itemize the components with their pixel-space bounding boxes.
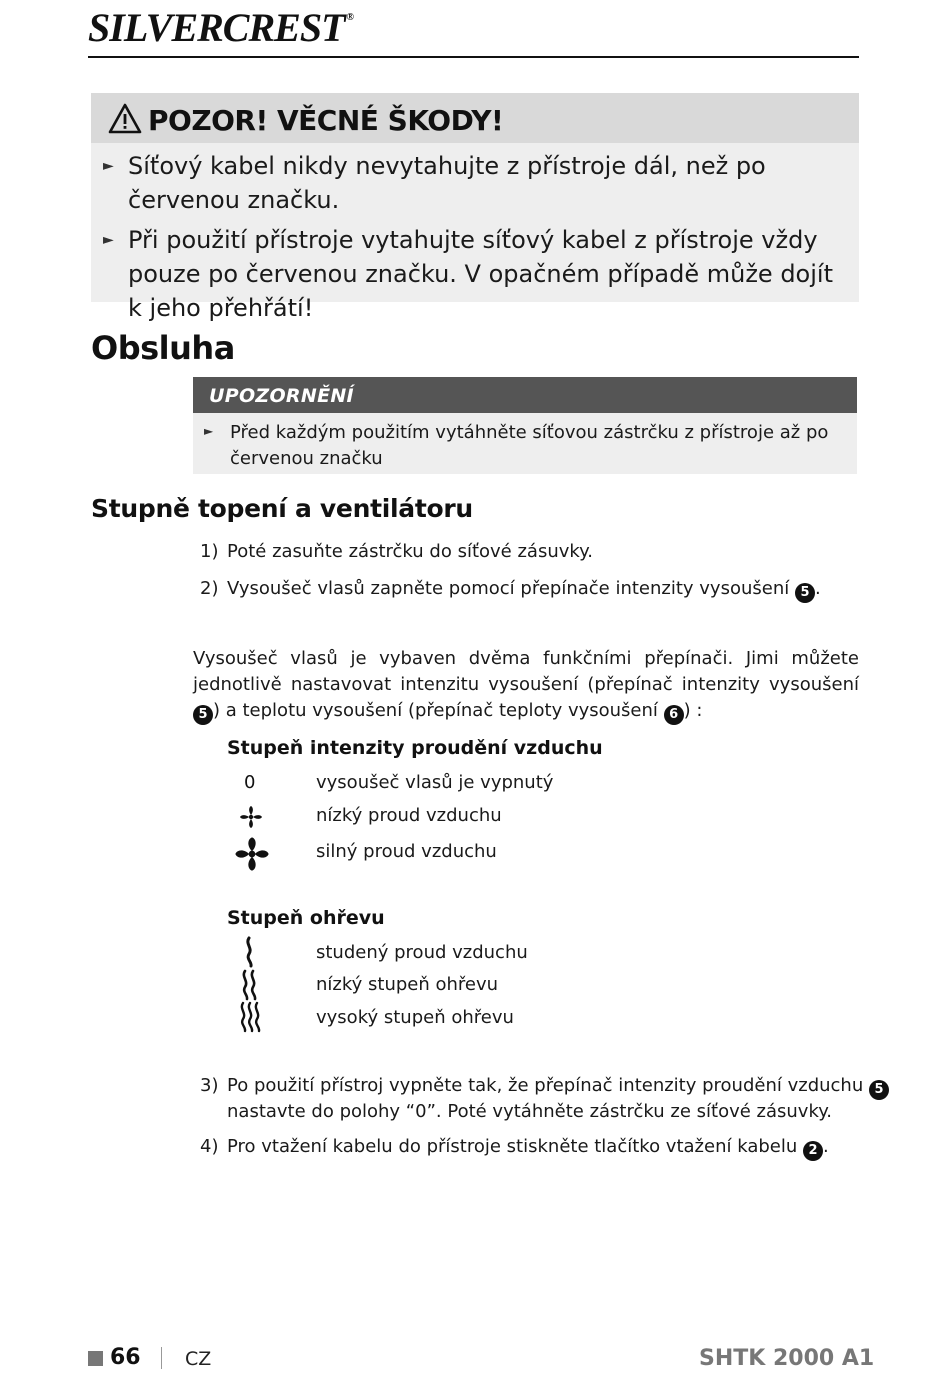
bullet-arrow-icon: ► <box>103 158 114 174</box>
warning-triangle-icon <box>108 103 142 135</box>
heat-wave-2-icon <box>238 969 264 1001</box>
heat-row-text: studený proud vzduchu <box>316 942 528 963</box>
step-text: Poté zasuňte zástrčku do síťové zásuvky. <box>227 541 593 562</box>
language-code: CZ <box>185 1348 212 1370</box>
fan-small-icon <box>238 804 264 830</box>
step-number: 3) <box>200 1075 219 1096</box>
warning-title: POZOR! VĚCNÉ ŠKODY! <box>148 104 504 137</box>
step-number: 1) <box>200 541 219 562</box>
warning-item-1: Síťový kabel nikdy nevytahujte z přístroje dál, než po červenou značku. <box>128 152 766 214</box>
reference-number: 5 <box>795 583 815 603</box>
heat-row-text: nízký stupeň ohřevu <box>316 974 499 995</box>
subsection-title: Stupně topení a ventilátoru <box>91 494 473 523</box>
bullet-arrow-icon: ► <box>204 424 214 438</box>
heat-row-text: vysoký stupeň ohřevu <box>316 1007 514 1028</box>
page-number: 66 <box>110 1345 141 1370</box>
notice-text: Před každým použitím vytáhněte síťovou zástrčku z přístroje až po červenou značku <box>230 422 829 469</box>
step-text: Po použití přístroj vypněte tak, že přepínač intenzity proudění vzduchu 5 <box>227 1073 889 1100</box>
step-text: Vysoušeč vlasů zapněte pomocí přepínače intenzity vysoušení 5 . <box>227 576 821 603</box>
reference-number: 6 <box>664 705 684 725</box>
reference-number: 5 <box>193 705 213 725</box>
step-number: 2) <box>200 578 219 599</box>
step-text-continued: nastavte do polohy “0”. Poté vytáhněte zástrčku ze síťové zásuvky. <box>227 1101 833 1122</box>
heat-wave-1-icon <box>240 936 262 968</box>
bullet-arrow-icon: ► <box>103 232 114 248</box>
warning-item-2: Při použití přístroje vytahujte síťový kabel z přístroje vždy pouze po červenou značku. V opačném případě může dojít k jeho přehřátí! <box>128 226 833 322</box>
footer-divider <box>161 1347 162 1369</box>
step-number: 4) <box>200 1136 219 1157</box>
reference-number: 5 <box>869 1080 889 1100</box>
airflow-row-text: vysoušeč vlasů je vypnutý <box>316 772 554 793</box>
model-number: SHTK 2000 A1 <box>699 1346 875 1371</box>
brand-logo: SILVERCREST ® <box>88 5 354 50</box>
section-title: Obsluha <box>91 329 235 367</box>
airflow-row-text: nízký proud vzduchu <box>316 805 502 826</box>
reference-number: 2 <box>803 1141 823 1161</box>
airflow-table-title: Stupeň intenzity proudění vzduchu <box>227 737 603 759</box>
heat-table-title: Stupeň ohřevu <box>227 907 385 929</box>
step-text: Pro vtažení kabelu do přístroje stiskněte tlačítko vtažení kabelu 2 . <box>227 1134 829 1161</box>
off-zero-symbol: 0 <box>244 772 256 793</box>
notice-title: UPOZORNĚNÍ <box>209 385 354 407</box>
airflow-row-text: silný proud vzduchu <box>316 841 497 862</box>
intro-paragraph: Vysoušeč vlasů je vybaven dvěma funkčními přepínači. Jimi můžete jednotlivě nastavovat intenzitu vysoušení (přepínač intenzity vysoušení 5 ) a teplotu vysoušení (přepínač teploty vysoušení 6 ) : <box>193 646 859 725</box>
heat-wave-3-icon <box>237 1001 267 1033</box>
footer-marker <box>88 1351 103 1366</box>
fan-large-icon <box>233 836 271 872</box>
header-rule <box>88 56 859 58</box>
